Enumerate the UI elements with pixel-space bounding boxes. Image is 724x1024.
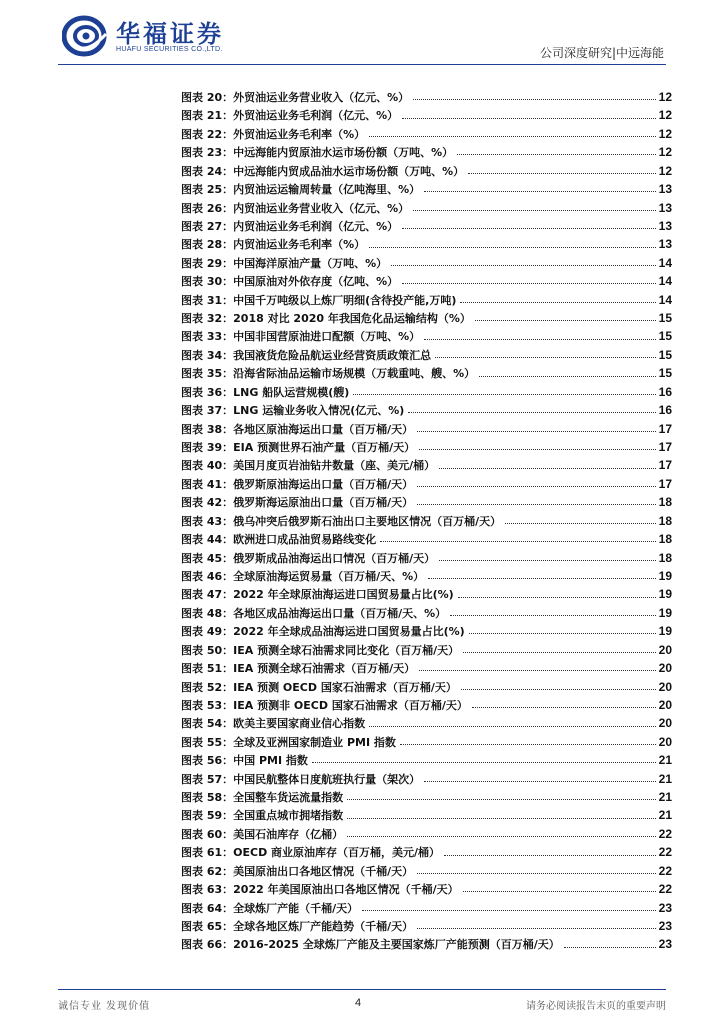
toc-entry-label: 图表 35：沿海省际油品运输市场规模（万载重吨、艘、%） <box>181 367 476 381</box>
toc-entry-label: 图表 32：2018 对比 2020 年我国危化品运输结构（%） <box>181 312 471 326</box>
toc-dot-leader <box>439 467 655 469</box>
toc-entry[interactable] <box>181 935 672 953</box>
toc-entry-page: 16 <box>658 403 672 418</box>
page-header <box>0 0 724 70</box>
toc-entry[interactable] <box>181 291 672 309</box>
toc-dot-leader <box>564 946 656 948</box>
toc-dot-leader <box>419 448 656 450</box>
toc-dot-leader <box>402 227 655 229</box>
toc-entry[interactable] <box>181 401 672 419</box>
toc-dot-leader <box>463 651 656 653</box>
toc-entry-label: 图表 63：2022 年美国原油出口各地区情况（千桶/天） <box>181 883 459 897</box>
toc-entry[interactable] <box>181 880 672 898</box>
toc-entry-label: 图表 58：全国整车货运流量指数 <box>181 791 344 805</box>
toc-entry-label: 图表 24：中远海能内贸成品油水运市场份额（万吨、%） <box>181 164 465 178</box>
toc-entry-page: 13 <box>658 182 672 197</box>
toc-entry-label: 图表 53：IEA 预测非 OECD 国家石油需求（百万桶/天） <box>181 698 468 712</box>
toc-entry-page: 13 <box>658 200 672 215</box>
company-logo-text: 华福证券 <box>116 20 224 48</box>
toc-entry-label: 图表 31：中国千万吨级以上炼厂明细(含待投产能,万吨) <box>181 293 457 307</box>
toc-entry-page: 20 <box>658 661 672 676</box>
toc-entry[interactable] <box>181 788 672 806</box>
toc-dot-leader <box>380 540 656 542</box>
toc-entry-page: 14 <box>658 255 672 270</box>
toc-entry[interactable] <box>181 641 672 659</box>
toc-entry[interactable] <box>181 917 672 935</box>
toc-dot-leader <box>369 246 655 248</box>
toc-entry-label: 图表 47：2022 年全球原油海运进口国贸易量占比(%) <box>181 588 454 602</box>
toc-entry-page: 20 <box>658 734 672 749</box>
toc-entry-page: 15 <box>658 347 672 362</box>
toc-dot-leader <box>417 503 655 505</box>
toc-dot-leader <box>417 430 655 432</box>
toc-entry[interactable] <box>181 512 672 530</box>
toc-dot-leader <box>468 172 655 174</box>
toc-entry-page: 16 <box>658 384 672 399</box>
toc-dot-leader <box>417 485 655 487</box>
toc-entry-page: 23 <box>658 918 672 933</box>
toc-dot-leader <box>369 725 656 727</box>
toc-dot-leader <box>460 301 655 303</box>
toc-entry[interactable] <box>181 714 672 732</box>
toc-entry[interactable] <box>181 143 672 161</box>
toc-dot-leader <box>424 780 656 782</box>
toc-entry[interactable] <box>181 309 672 327</box>
toc-dot-leader <box>469 632 656 634</box>
toc-dot-leader <box>402 117 655 119</box>
toc-entry-page: 19 <box>658 587 672 602</box>
figure-index-list <box>181 88 672 954</box>
toc-entry-page: 12 <box>658 90 672 104</box>
toc-entry[interactable] <box>181 106 672 124</box>
toc-entry-label: 图表 59：全国重点城市拥堵指数 <box>181 809 344 823</box>
toc-entry-label: 图表 21：外贸油运业务毛利润（亿元、%） <box>181 109 399 123</box>
toc-entry-label: 图表 51：IEA 预测全球石油需求（百万桶/天） <box>181 662 416 676</box>
toc-entry-label: 图表 50：IEA 预测全球石油需求同比变化（百万桶/天） <box>181 643 460 657</box>
toc-entry[interactable] <box>181 696 672 714</box>
toc-entry-label: 图表 25：内贸油运运输周转量（亿吨海里、%） <box>181 183 421 197</box>
toc-entry-page: 22 <box>658 863 672 878</box>
toc-entry-label: 图表 22：外贸油运业务毛利率（%） <box>181 127 366 141</box>
toc-entry-label: 图表 44：欧洲进口成品油贸易路线变化 <box>181 533 377 547</box>
toc-dot-leader <box>424 190 655 192</box>
toc-entry-page: 14 <box>658 292 672 307</box>
toc-dot-leader <box>424 338 655 340</box>
toc-entry-page: 12 <box>658 163 672 178</box>
toc-dot-leader <box>479 375 655 377</box>
toc-entry-page: 18 <box>658 513 672 528</box>
toc-entry-page: 19 <box>658 624 672 639</box>
toc-dot-leader <box>347 817 656 819</box>
toc-entry[interactable] <box>181 383 672 401</box>
toc-entry[interactable] <box>181 659 672 677</box>
toc-dot-leader <box>413 98 655 100</box>
toc-dot-leader <box>362 909 655 911</box>
toc-entry[interactable] <box>181 438 672 456</box>
toc-dot-leader <box>458 596 656 598</box>
toc-entry[interactable] <box>181 162 672 180</box>
page-number: 4 <box>355 997 362 1009</box>
toc-dot-leader <box>391 264 655 266</box>
toc-entry-page: 12 <box>658 108 672 123</box>
toc-entry-label: 图表 46：全球原油海运贸易量（百万桶/天、%） <box>181 569 425 583</box>
toc-entry-page: 19 <box>658 568 672 583</box>
toc-entry-label: 图表 36：LNG 船队运营规模(艘) <box>181 385 350 399</box>
toc-dot-leader <box>505 522 655 524</box>
toc-entry[interactable] <box>181 346 672 364</box>
toc-entry[interactable] <box>181 217 672 235</box>
toc-entry-label: 图表 54：欧美主要国家商业信心指数 <box>181 717 366 731</box>
toc-entry-label: 图表 33：中国非国营原油进口配额（万吨、%） <box>181 330 421 344</box>
toc-entry-page: 21 <box>658 771 672 786</box>
footer-divider <box>58 989 666 990</box>
toc-dot-leader <box>439 559 655 561</box>
toc-entry-label: 图表 37：LNG 运输业务收入情况(亿元、%) <box>181 404 405 418</box>
toc-entry-label: 图表 49：2022 年全球成品油海运进口国贸易量占比(%) <box>181 625 465 639</box>
toc-dot-leader <box>428 577 655 579</box>
toc-entry[interactable] <box>181 199 672 217</box>
toc-dot-leader <box>347 798 656 800</box>
toc-entry[interactable] <box>181 770 672 788</box>
toc-entry[interactable] <box>181 733 672 751</box>
toc-entry-label: 图表 34：我国液货危险品航运业经营资质政策汇总 <box>181 348 432 362</box>
toc-dot-leader <box>419 669 656 671</box>
toc-entry-page: 20 <box>658 716 672 731</box>
toc-entry-label: 图表 66：2016-2025 全球炼厂产能及主要国家炼厂产能预测（百万桶/天） <box>181 938 560 952</box>
toc-dot-leader <box>472 706 656 708</box>
toc-entry-page: 13 <box>658 237 672 252</box>
toc-dot-leader <box>417 927 655 929</box>
toc-dot-leader <box>457 153 655 155</box>
toc-entry-page: 19 <box>658 605 672 620</box>
toc-entry-page: 21 <box>658 753 672 768</box>
toc-entry-page: 17 <box>658 440 672 455</box>
toc-entry[interactable] <box>181 604 672 622</box>
toc-dot-leader <box>417 872 655 874</box>
toc-entry[interactable] <box>181 180 672 198</box>
toc-entry-page: 18 <box>658 532 672 547</box>
toc-entry[interactable] <box>181 862 672 880</box>
toc-dot-leader <box>312 761 656 763</box>
toc-entry-label: 图表 48：各地区成品油海运出口量（百万桶/天、%） <box>181 606 447 620</box>
toc-dot-leader <box>463 890 656 892</box>
toc-entry[interactable] <box>181 235 672 253</box>
toc-dot-leader <box>369 135 655 137</box>
toc-entry-page: 17 <box>658 458 672 473</box>
toc-entry[interactable] <box>181 327 672 345</box>
toc-entry-label: 图表 39：EIA 预测世界石油产量（百万桶/天） <box>181 441 416 455</box>
toc-dot-leader <box>444 854 656 856</box>
toc-entry-label: 图表 43：俄乌冲突后俄罗斯石油出口主要地区情况（百万桶/天） <box>181 514 502 528</box>
toc-dot-leader <box>402 282 655 284</box>
toc-entry-label: 图表 40：美国月度页岩油钻井数量（座、美元/桶） <box>181 459 436 473</box>
toc-entry-page: 18 <box>658 495 672 510</box>
toc-entry[interactable] <box>181 567 672 585</box>
toc-entry-label: 图表 38：各地区原油海运出口量（百万桶/天） <box>181 422 414 436</box>
toc-entry-label: 图表 52：IEA 预测 OECD 国家石油需求（百万桶/天） <box>181 680 457 694</box>
header-divider <box>58 64 666 65</box>
toc-entry-label: 图表 26：内贸油运业务营业收入（亿元、%） <box>181 201 410 215</box>
toc-entry-page: 12 <box>658 126 672 141</box>
toc-dot-leader <box>450 614 655 616</box>
toc-entry-label: 图表 55：全球及亚洲国家制造业 PMI 指数 <box>181 735 396 749</box>
toc-entry-page: 12 <box>658 145 672 160</box>
toc-dot-leader <box>461 688 656 690</box>
toc-entry-label: 图表 42：俄罗斯海运原油出口量（百万桶/天） <box>181 496 414 510</box>
toc-entry-page: 22 <box>658 882 672 897</box>
toc-entry[interactable] <box>181 493 672 511</box>
toc-dot-leader <box>475 319 656 321</box>
toc-entry-page: 22 <box>658 845 672 860</box>
toc-entry[interactable] <box>181 272 672 290</box>
toc-entry-label: 图表 28：内贸油运业务毛利率（%） <box>181 238 366 252</box>
toc-entry-page: 20 <box>658 679 672 694</box>
toc-entry-page: 18 <box>658 550 672 565</box>
toc-entry-page: 17 <box>658 421 672 436</box>
company-logo-english: HUAFU SECURITIES CO.,LTD. <box>116 46 223 53</box>
toc-entry-page: 20 <box>658 697 672 712</box>
toc-entry-page: 17 <box>658 476 672 491</box>
toc-entry-page: 15 <box>658 329 672 344</box>
toc-entry[interactable] <box>181 254 672 272</box>
toc-entry[interactable] <box>181 751 672 769</box>
toc-entry[interactable] <box>181 364 672 382</box>
toc-entry-label: 图表 41：俄罗斯原油海运出口量（百万桶/天） <box>181 477 414 491</box>
toc-entry[interactable] <box>181 88 672 106</box>
toc-entry-label: 图表 64：全球炼厂产能（千桶/天） <box>181 901 359 915</box>
toc-entry-label: 图表 61：OECD 商业原油库存（百万桶，美元/桶） <box>181 846 441 860</box>
toc-dot-leader <box>435 356 656 358</box>
toc-entry[interactable] <box>181 806 672 824</box>
toc-entry-label: 图表 20：外贸油运业务营业收入（亿元、%） <box>181 91 410 104</box>
toc-entry[interactable] <box>181 125 672 143</box>
toc-entry-label: 图表 56：中国 PMI 指数 <box>181 754 308 768</box>
toc-dot-leader <box>408 411 655 413</box>
toc-entry-page: 23 <box>658 937 672 952</box>
toc-entry[interactable] <box>181 585 672 603</box>
toc-entry-label: 图表 23：中远海能内贸原油水运市场份额（万吨、%） <box>181 146 454 160</box>
toc-entry-label: 图表 30：中国原油对外依存度（亿吨、%） <box>181 275 399 289</box>
report-type-label: 公司深度研究|中远海能 <box>539 46 664 60</box>
toc-entry[interactable] <box>181 456 672 474</box>
toc-entry-label: 图表 65：全球各地区炼厂产能趋势（千桶/天） <box>181 919 414 933</box>
toc-entry[interactable] <box>181 825 672 843</box>
footer-slogan: 诚信专业 发现价值 <box>58 1001 151 1012</box>
toc-entry-page: 15 <box>658 311 672 326</box>
toc-entry-page: 20 <box>658 642 672 657</box>
toc-entry-label: 图表 27：内贸油运业务毛利润（亿元、%） <box>181 219 399 233</box>
toc-entry-page: 13 <box>658 218 672 233</box>
toc-entry[interactable] <box>181 622 672 640</box>
toc-entry[interactable] <box>181 678 672 696</box>
huafu-logo-icon <box>62 14 110 58</box>
toc-entry[interactable] <box>181 549 672 567</box>
toc-entry-page: 15 <box>658 366 672 381</box>
toc-entry-page: 22 <box>658 826 672 841</box>
toc-entry-page: 14 <box>658 274 672 289</box>
toc-entry-page: 21 <box>658 790 672 805</box>
toc-entry-page: 23 <box>658 900 672 915</box>
toc-dot-leader <box>353 393 655 395</box>
toc-entry-label: 图表 29：中国海洋原油产量（万吨、%） <box>181 256 388 270</box>
toc-entry-label: 图表 60：美国石油库存（亿桶） <box>181 827 344 841</box>
toc-dot-leader <box>347 835 656 837</box>
footer-disclaimer: 请务必阅读报告末页的重要声明 <box>526 1001 666 1012</box>
toc-entry-page: 21 <box>658 808 672 823</box>
toc-entry[interactable] <box>181 420 672 438</box>
toc-entry[interactable] <box>181 475 672 493</box>
toc-entry[interactable] <box>181 530 672 548</box>
toc-dot-leader <box>413 209 655 211</box>
toc-entry-label: 图表 62：美国原油出口各地区情况（千桶/天） <box>181 864 414 878</box>
toc-entry[interactable] <box>181 899 672 917</box>
toc-entry-label: 图表 57：中国民航整体日度航班执行量（架次） <box>181 772 421 786</box>
toc-dot-leader <box>400 743 656 745</box>
toc-entry[interactable] <box>181 843 672 861</box>
toc-entry-label: 图表 45：俄罗斯成品油海运出口情况（百万桶/天） <box>181 551 436 565</box>
